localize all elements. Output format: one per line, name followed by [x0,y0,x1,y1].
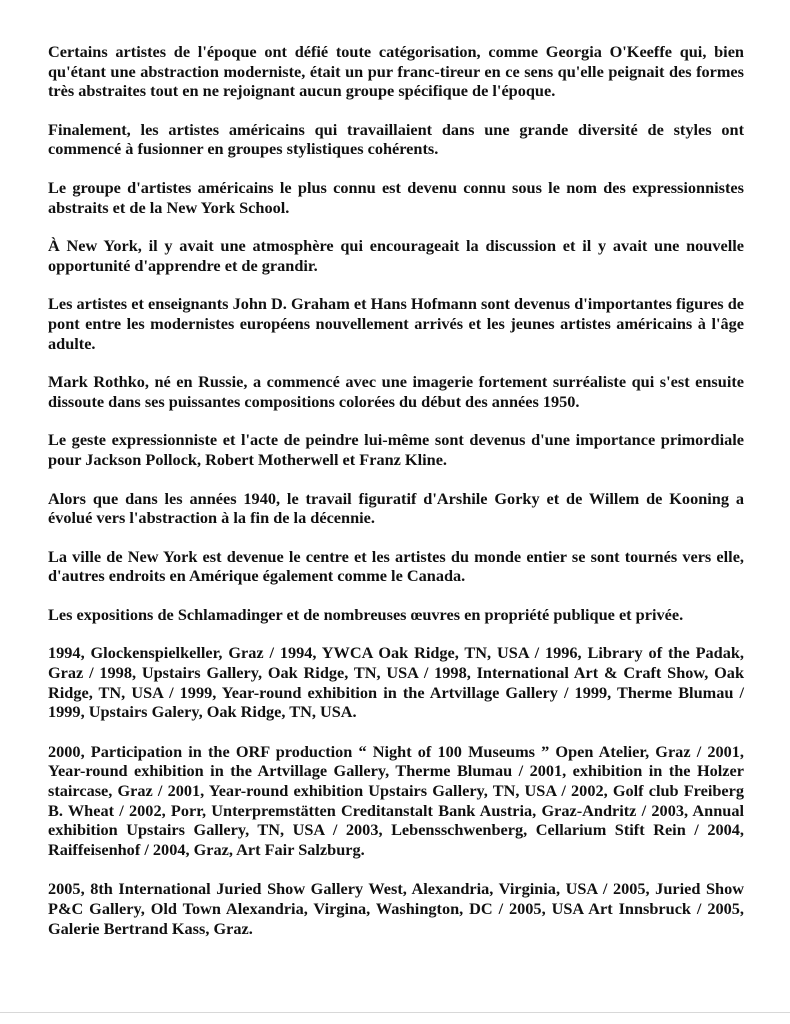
paragraph-rothko: Mark Rothko, né en Russie, a commencé avec une imagerie fortement surréaliste qui s'est ensuite dissoute dans ses puissantes compositions colorées du début des années 1950. [48,372,744,411]
paragraph-new-york-center: La ville de New York est devenue le centre et les artistes du monde entier se sont tournés vers elle, d'autres endroits en Amérique également comme le Canada. [48,546,744,586]
paragraph-new-york: À New York, il y avait une atmosphère qui encourageait la discussion et il y avait une nouvelle opportunité d'apprendre et de grandir. [48,236,744,275]
paragraph-expressionist-gesture: Le geste expressionniste et l'acte de peindre lui-même sont devenus d'une importance primordiale pour Jackson Pollock, Robert Motherwell et Franz Kline. [48,430,744,469]
paragraph-gorky-de-kooning: Alors que dans les années 1940, le travail figuratif d'Arshile Gorky et de Willem de Kooning a évolué vers l'abstraction à la fin de la décennie. [48,488,744,528]
paragraph-abstract-expressionists: Le groupe d'artistes américains le plus connu est devenu connu sous le nom des expressionnistes abstraits et de la New York School. [48,177,744,217]
paragraph-graham-hofmann: Les artistes et enseignants John D. Graham et Hans Hofmann sont devenus d'importantes figures de pont entre les modernistes européens nouvellement arrivés et les jeunes artistes américains à l'âge adulte. [48,294,744,353]
exhibitions-1994-1999: 1994, Glockenspielkeller, Graz / 1994, YWCA Oak Ridge, TN, USA / 1996, Library of the Padak, Graz / 1998, Upstairs Gallery, Oak Ridge, TN, USA / 1998, International Art & Craft Show, Oak Ridge, TN, USA / 1999, Year-round exhibition in the Artvillage Gallery / 1999, Therme Blumau / 1999, Upstairs Galery, Oak Ridge, TN, USA. [48,643,744,722]
paragraph-american-artists: Finalement, les artistes américains qui travaillaient dans une grande diversité de styles ont commencé à fusionner en groupes stylistiques cohérents. [48,119,744,159]
document-page [48,42,744,957]
exhibitions-2000-2004: 2000, Participation in the ORF production “ Night of 100 Museums ” Open Atelier, Graz / 2001, Year-round exhibition in the Artvillage Gallery, Therme Blumau / 2001, exhibition in the Holzer staircase, Graz / 2001, Year-round exhibition Upstairs Gallery, TN, USA / 2002, Golf club Freiberg B. Wheat / 2002, Porr, Unterpremstätten Creditanstalt Bank Austria, Graz-Andritz / 2003, Annual exhibition Upstairs Gallery, TN, USA / 2003, Lebensschwenberg, Cellarium Stift Rein / 2004, Raiffeisenhof / 2004, Graz, Art Fair Salzburg. [48,741,744,859]
page-bottom-rule [0,1012,790,1013]
paragraph-okeeffe: Certains artistes de l'époque ont défié toute catégorisation, comme Georgia O'Keeffe qui, bien qu'étant une abstraction moderniste, était un pur franc-tireur en ce sens qu'elle peignait des formes très abstraites tout en ne rejoignant aucun groupe spécifique de l'époque. [48,42,744,101]
exhibitions-2005: 2005, 8th International Juried Show Gallery West, Alexandria, Virginia, USA / 2005, Juried Show P&C Gallery, Old Town Alexandria, Virgina, Washington, DC / 2005, USA Art Innsbruck / 2005, Galerie Bertrand Kass, Graz. [48,879,744,938]
paragraph-exhibitions-intro: Les expositions de Schlamadinger et de nombreuses œuvres en propriété publique et privée. [48,604,684,624]
